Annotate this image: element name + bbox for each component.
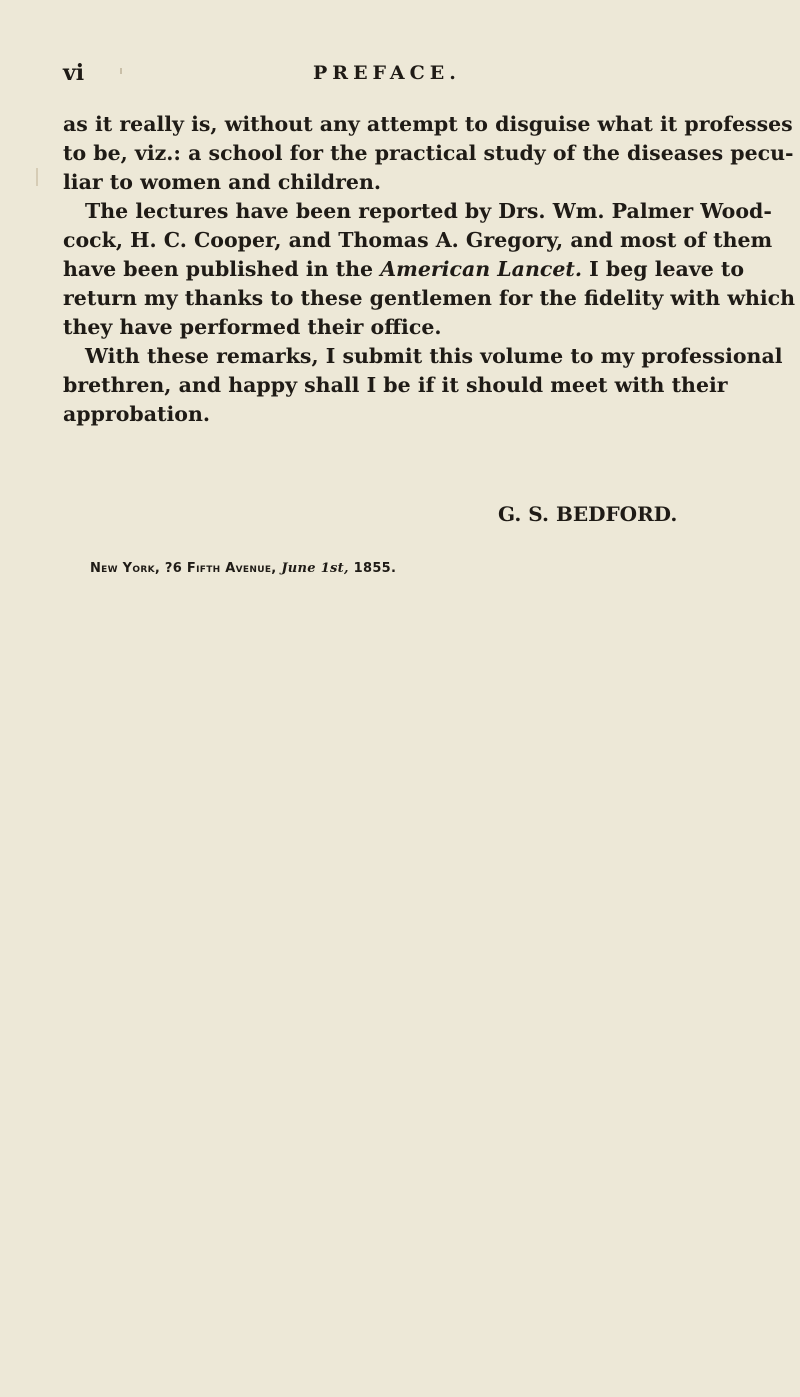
text-line: The lectures have been reported by Drs. Wm. Palmer Wood- [85, 199, 772, 223]
text-line: as it really is, without any attempt to disguise what it professes [63, 112, 793, 136]
text-line: liar to women and children. [63, 170, 382, 194]
margin-mark [36, 168, 38, 186]
text-line: return my thanks to these gentlemen for the fidelity with which [63, 286, 796, 310]
journal-title: American Lancet. [380, 257, 583, 281]
dateline-year: 1855. [353, 561, 397, 576]
running-title: PREFACE. [313, 62, 461, 84]
author-signature: G. S. BEDFORD. [498, 502, 678, 526]
text-line: approbation. [63, 402, 211, 426]
dateline-place: New York, ?6 Fifth Avenue, [90, 561, 277, 576]
dateline [90, 561, 396, 576]
text-segment: have been published in the [63, 257, 381, 281]
text-line: cock, H. C. Cooper, and Thomas A. Gregory, and most of them [63, 228, 773, 252]
dateline-date: June 1st, [281, 561, 349, 576]
preface-text [63, 110, 796, 429]
page-header [63, 60, 683, 90]
text-line-with-italic [63, 255, 745, 284]
text-line: to be, viz.: a school for the practical study of the diseases pecu- [63, 141, 794, 165]
text-line: With these remarks, I submit this volume to my professional [85, 344, 783, 368]
text-line: brethren, and happy shall I be if it should meet with their [63, 373, 728, 397]
text-segment: I beg leave to [582, 257, 745, 281]
page-number: vi [63, 60, 85, 86]
text-line: they have performed their office. [63, 315, 442, 339]
